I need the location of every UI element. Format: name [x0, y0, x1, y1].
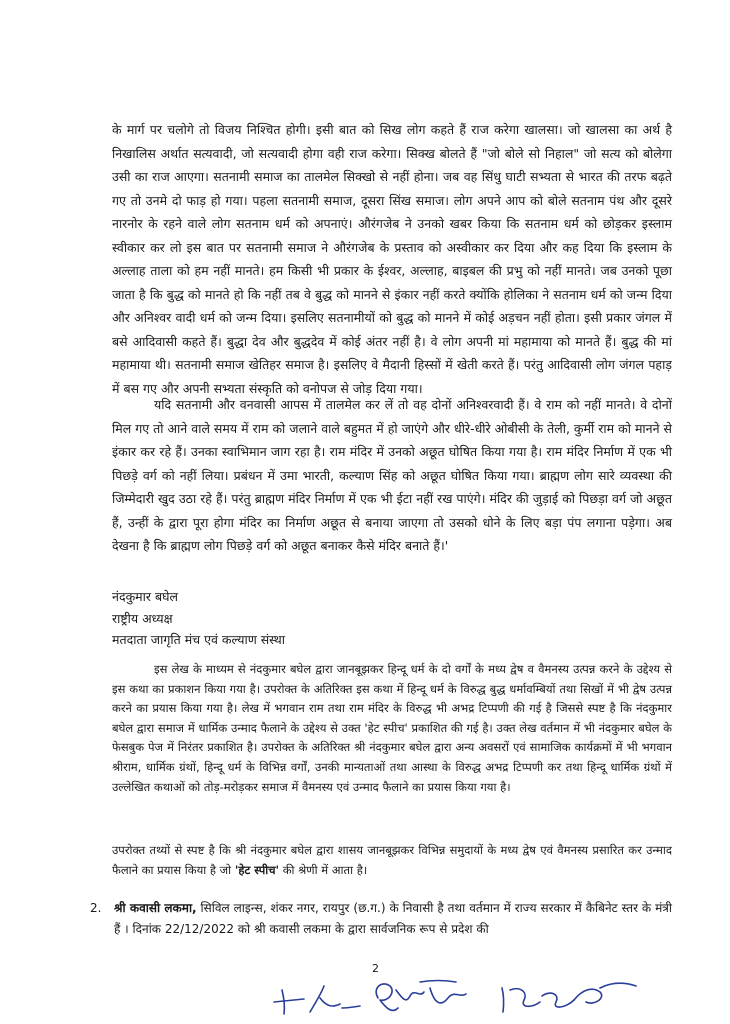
author-organization: मतदाता जागृति मंच एवं कल्याण संस्था	[112, 632, 286, 647]
paragraph-4-text-start: उपरोक्त तथ्यों से स्पष्ट है कि श्री नंदकुमार बघेल द्वारा शासय जानबूझकर विभिन्न समुदायों के मध्य द्वेष एवं वैमनस्य प्रसारित कर उन्माद फैलाने का प्रयास किया है जो	[112, 843, 672, 877]
item-text	[114, 898, 672, 940]
item-description: सिविल लाइन्स, शंकर नगर, रायपुर (छ.ग.) के निवासी है तथा वर्तमान में राज्य सरकार में कैबिनेट स्तर के मंत्री हैं । दिनांक 22/12/2022 को श्री कवासी लकमा के द्वारा सार्वजनिक रूप से प्रदेश की	[114, 901, 672, 936]
author-title: राष्ट्रीय अध्यक्ष	[112, 610, 173, 626]
hate-speech-term: 'हेट स्पीच'	[234, 862, 280, 877]
body-paragraph-3: इस लेख के माध्यम से नंदकुमार बघेल द्वारा जानबूझकर हिन्दू धर्म के दो वर्गों के मध्य द्वेष व वैमनस्य उत्पन्न करने के उद्देश्य से इस कथा का प्रकाशन किया गया है। उपरोक्त के अतिरिक्त इस कथा में हिन्दू धर्म के विरुद्ध बुद्ध धर्मावम्बियों तथा सिखों में भी द्वेष उत्पन्न करने का प्रयास किया गया है। लेख में भगवान राम तथा राम मंदिर के विरुद्ध भी अभद्र टिप्पणी की गई है जिससे स्पष्ट है कि नंदकुमार बघेल द्वारा समाज में धार्मिक उन्माद फैलाने के उद्देश्य से उक्त 'हेट स्पीच' प्रकाशित की गई है। उक्त लेख वर्तमान में भी नंदकुमार बघेल के फेसबुक पेज में निरंतर प्रकाशित है। उपरोक्त के अतिरिक्त श्री नंदकुमार बघेल द्वारा अन्य अवसरों एवं सामाजिक कार्यक्रमों में भी भगवान श्रीराम, धार्मिक ग्रंथों, हिन्दू धर्म के विभिन्न वर्गों, उनकी मान्यताओं तथा आस्था के विरुद्ध अभद्र टिप्पणी कर तथा हिन्दू धार्मिक ग्रंथों में उल्लेखित कथाओं को तोड़-मरोड़कर समाज में वैमनस्य एवं उन्माद फैलाने का प्रयास किया गया है।	[112, 662, 672, 794]
page-number: 2	[372, 962, 379, 975]
author-name: नंदकुमार बघेल	[112, 589, 178, 604]
body-paragraph-2: यदि सतनामी और वनवासी आपस में तालमेल कर लें तो वह दोनों अनिश्वरवादी हैं। वे राम को नहीं मानते। वे दोनों मिल गए तो आने वाले समय में राम को जलाने वाले बहुमत में हो जाएंगे और धीरे-धीरे ओबीसी के तेली, कुर्मी राम को मानने से इंकार कर रहे हैं। उनका स्वाभिमान जाग रहा है। राम मंदिर में उनको अछूत घोषित किया गया है। राम मंदिर निर्माण में एक भी पिछड़े वर्ग को नहीं लिया। प्रबंधन में उमा भारती, कल्याण सिंह को अछूत घोषित किया गया। ब्राह्मण लोग सारे व्यवस्था की जिम्मेदारी खुद उठा रहे हैं। परंतु ब्राह्मण मंदिर निर्माण में एक भी ईटा नहीं रख पाएंगे। मंदिर की जुड़ाई को पिछड़ा वर्ग जो अछूत हैं, उन्हीं के द्वारा पूरा होगा मंदिर का निर्माण अछूत से बनाया जाएगा तो उसको धोने के लिए बड़ा पंप लगाना पड़ेगा। अब देखना है कि ब्राह्मण लोग पिछड़े वर्ग को अछूत बनाकर कैसे मंदिर बनाते हैं।'	[112, 397, 672, 553]
handwritten-signatures	[270, 968, 650, 1024]
item-number: 2.	[90, 901, 102, 915]
body-paragraph-4	[112, 841, 672, 880]
author-signature-block	[112, 586, 285, 651]
item-person-name: श्री कवासी लकमा,	[114, 901, 197, 915]
body-paragraph-1: के मार्ग पर चलोगे तो विजय निश्चित होगी। इसी बात को सिख लोग कहते हैं राज करेगा खालसा। जो खालसा का अर्थ है निखालिस अर्थात सत्यवादी, जो सत्यवादी होगा वही राज करेगा। सिक्ख बोलते हैं "जो बोले सो निहाल" जो सत्य को बोलेगा उसी का राज आएगा। सतनामी समाज का तालमेल सिक्खो से नहीं होना। जब वह सिंधु घाटी सभ्यता से भारत की तरफ बढ़ते गए तो उनमे दो फाड़ हो गया। पहला सतनामी समाज, दूसरा सिंख समाज। लोग अपने आप को बोले सतनाम पंथ और दूसरे नारनोर के रहने वाले लोग सतनाम धर्म को अपनाएं। औरंगजेब ने उनको खबर किया कि सतनाम धर्म को छोड़कर इस्लाम स्वीकार कर लो इस बात पर सतनामी समाज ने औरंगजेब के प्रस्ताव को अस्वीकार कर दिया और कह दिया कि इस्लाम के अल्लाह ताला को हम नहीं मानते। हम किसी भी प्रकार के ईश्वर, अल्लाह, बाइबल की प्रभु को नहीं मानते। जब उनको पूछा जाता है कि बुद्ध को मानते हो कि नहीं तब वे बुद्ध को मानने से इंकार नहीं करते क्योंकि होलिका ने सतनाम धर्म को जन्म दिया और अनिश्वर वादी धर्म को जन्म दिया। इसलिए सतनामीयों को बुद्ध को मानने में कोई अड़चन नहीं होता। इसी प्रकार जंगल में बसे आदिवासी कहते हैं। बुद्धा देव और बुद्धदेव में कोई अंतर नहीं है। वे लोग अपनी मां महामाया को मानते हैं। बुद्ध की मां महामाया थी। सतनामी समाज खेतिहर समाज है। इसलिए वे मैदानी हिस्सों में खेती करते हैं। परंतु आदिवासी लोग जंगल पहाड़ में बस गए और अपनी सभ्यता संस्कृति को वनोपज से जोड़ दिया गया।	[112, 122, 672, 396]
paragraph-4-text-end: की श्रेणी में आता है।	[279, 862, 368, 877]
